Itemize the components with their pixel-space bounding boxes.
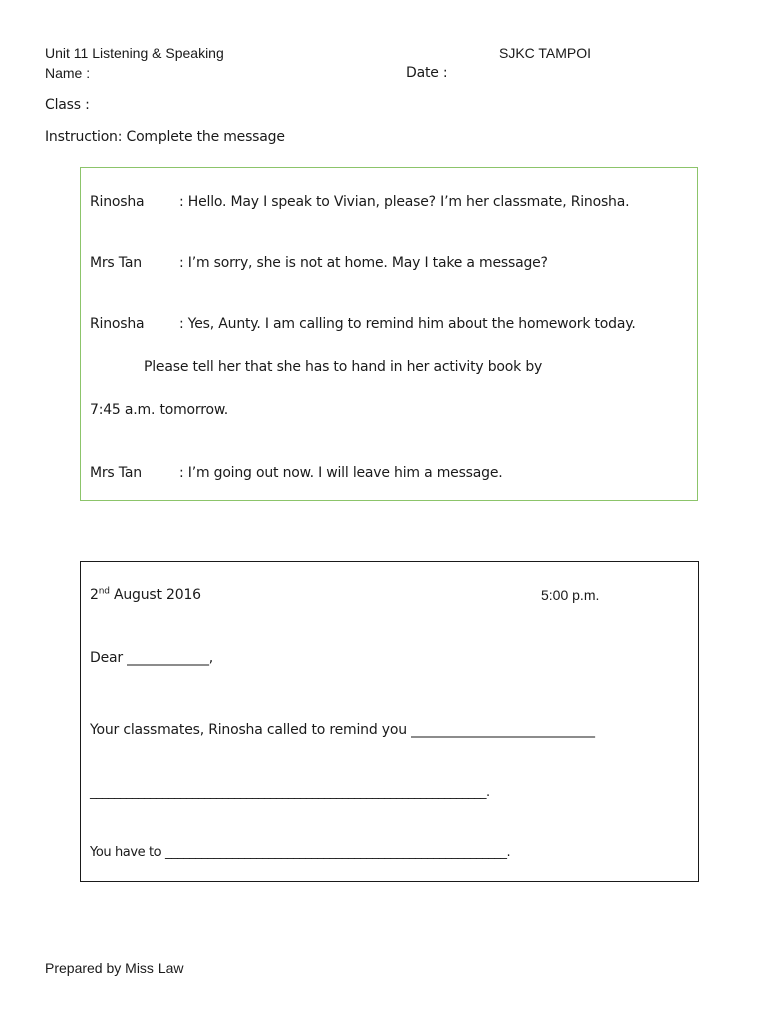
dialog-line: 7:45 a.m. tomorrow. (90, 402, 229, 418)
date-label: Date : (406, 65, 448, 81)
message-time: 5:00 p.m. (541, 587, 600, 603)
dialog-speaker: Mrs Tan (90, 255, 142, 271)
blank-line: __________________________________________________________________. (90, 785, 490, 800)
dialog-line: : Hello. May I speak to Vivian, please? I’m her classmate, Rinosha. (179, 194, 630, 210)
dialog-line: Please tell her that she has to hand in her activity book by (144, 359, 543, 375)
message-date (90, 587, 201, 603)
date-suffix: nd (98, 586, 110, 597)
dialog-line: : Yes, Aunty. I am calling to remind him about the homework today. (179, 316, 636, 332)
unit-title: Unit 11 Listening & Speaking (45, 45, 224, 61)
dialog-speaker: Rinosha (90, 194, 145, 210)
instruction-text: Instruction: Complete the message (45, 129, 285, 145)
date-rest: August 2016 (109, 587, 201, 603)
have-to-line: You have to ________________________________________________________. (90, 845, 511, 860)
prepared-by: Prepared by Miss Law (45, 960, 184, 976)
dialog-line: : I’m going out now. I will leave him a message. (179, 465, 503, 481)
school-name: SJKC TAMPOI (499, 45, 592, 61)
class-label: Class : (45, 97, 90, 113)
name-label: Name : (45, 65, 91, 81)
dialog-speaker: Mrs Tan (90, 465, 142, 481)
date-day: 2 (90, 587, 99, 603)
remind-line: Your classmates, Rinosha called to remind you ___________________________ (90, 722, 595, 738)
dear-line: Dear ____________, (90, 650, 214, 666)
dialog-speaker: Rinosha (90, 316, 145, 332)
dialog-line: : I’m sorry, she is not at home. May I take a message? (179, 255, 548, 271)
dialog-box (80, 167, 698, 501)
